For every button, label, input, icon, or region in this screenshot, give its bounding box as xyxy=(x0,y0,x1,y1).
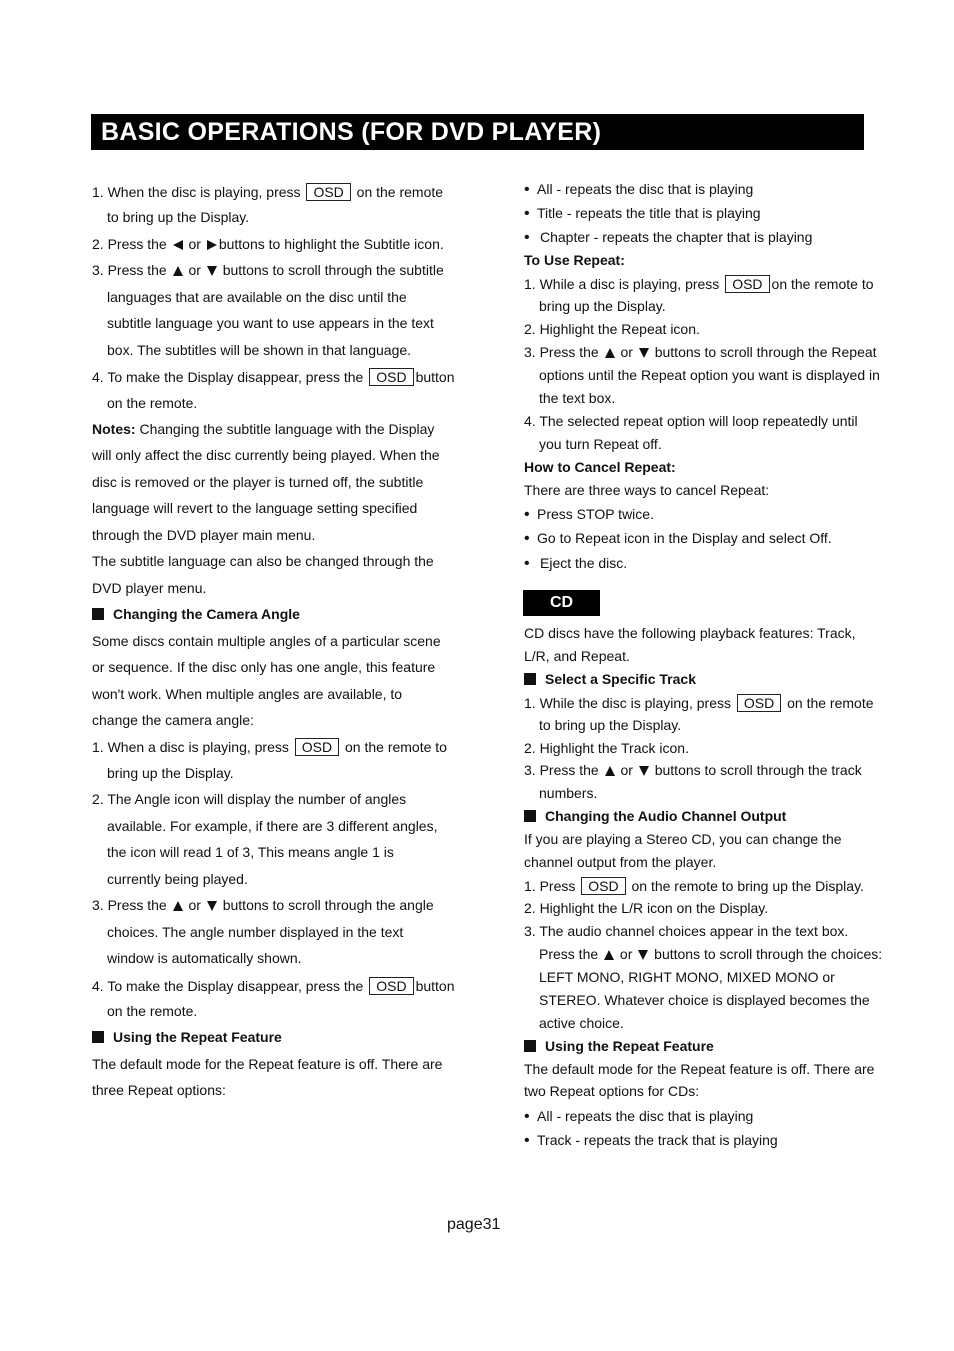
bullet-item: • All - repeats the disc that is playing xyxy=(524,1108,754,1125)
text-line: disc is removed or the player is turned off, the subtitle xyxy=(92,474,424,490)
text-line: channel output from the player. xyxy=(524,854,717,870)
text-line: numbers. xyxy=(539,785,598,801)
text-line: subtitle language you want to use appears in the text xyxy=(107,315,434,331)
bullet-item: • Track - repeats the track that is playing xyxy=(524,1132,778,1149)
subheading-audio-channel: Changing the Audio Channel Output xyxy=(524,808,786,824)
subheading-repeat-feature: Using the Repeat Feature xyxy=(92,1029,282,1045)
text-line: 2. Highlight the Repeat icon. xyxy=(524,321,700,337)
text-line: If you are playing a Stereo CD, you can change the xyxy=(524,831,842,847)
text-line: 2. Highlight the Track icon. xyxy=(524,740,689,756)
text-line: LEFT MONO, RIGHT MONO, MIXED MONO or xyxy=(539,969,835,985)
text-line: the text box. xyxy=(539,390,616,406)
text-line: options until the Repeat option you want is displayed in xyxy=(539,367,880,383)
bullet-item: • Press STOP twice. xyxy=(524,506,654,523)
text-line: box. The subtitles will be shown in that language. xyxy=(107,342,412,358)
text-line: 1. While a disc is playing, press OSD on the remote to xyxy=(524,276,874,292)
up-arrow-icon xyxy=(604,950,614,960)
subheading-cancel-repeat: How to Cancel Repeat: xyxy=(524,459,676,475)
down-arrow-icon xyxy=(638,950,648,960)
subheading-use-repeat: To Use Repeat: xyxy=(524,252,625,268)
text-line: L/R, and Repeat. xyxy=(524,648,630,664)
osd-button-label: OSD xyxy=(306,183,350,201)
text-line: you turn Repeat off. xyxy=(539,436,662,452)
text-line: change the camera angle: xyxy=(92,712,254,728)
text-line: currently being played. xyxy=(107,871,248,887)
square-bullet-icon xyxy=(524,810,536,822)
text-line: three Repeat options: xyxy=(92,1082,226,1098)
text-line: 1. Press OSD on the remote to bring up the Display. xyxy=(524,878,864,894)
text-line: bring up the Display. xyxy=(107,765,234,781)
right-arrow-icon xyxy=(207,240,217,250)
square-bullet-icon xyxy=(92,1031,104,1043)
text-line: languages that are available on the disc until the xyxy=(107,289,407,305)
down-arrow-icon xyxy=(207,266,217,276)
bullet-icon: • xyxy=(524,1108,530,1125)
square-bullet-icon xyxy=(92,608,104,620)
square-bullet-icon xyxy=(524,673,536,685)
text-line: CD discs have the following playback features: Track, xyxy=(524,625,856,641)
text-line: 1. When a disc is playing, press OSD on the remote to xyxy=(92,739,447,755)
osd-button-label: OSD xyxy=(581,877,625,895)
bullet-icon: • xyxy=(524,530,530,547)
text-line: the icon will read 1 of 3, This means angle 1 is xyxy=(107,844,394,860)
bullet-item: • Eject the disc. xyxy=(524,555,628,572)
text-line: window is automatically shown. xyxy=(107,950,302,966)
text-line: STEREO. Whatever choice is displayed becomes the xyxy=(539,992,870,1008)
text-line: 3. Press the or buttons to scroll through the subtitle xyxy=(92,262,444,278)
text-line: to bring up the Display. xyxy=(539,717,682,733)
text-line: language will revert to the language setting specified xyxy=(92,500,418,516)
up-arrow-icon xyxy=(605,348,615,358)
down-arrow-icon xyxy=(639,348,649,358)
up-arrow-icon xyxy=(605,766,615,776)
text-line: choices. The angle number displayed in the text xyxy=(107,924,404,940)
osd-button-label: OSD xyxy=(295,738,339,756)
text-line: 1. When the disc is playing, press OSD on the remote xyxy=(92,184,444,200)
text-line: 2. Press the or buttons to highlight the Subtitle icon. xyxy=(92,236,444,252)
text-line: The default mode for the Repeat feature is off. There are xyxy=(524,1061,875,1077)
bullet-item: • Chapter - repeats the chapter that is playing xyxy=(524,229,813,246)
section-header xyxy=(91,114,864,150)
text-line: 3. Press the or buttons to scroll through the track xyxy=(524,762,862,778)
text-line: 3. Press the or buttons to scroll through the angle xyxy=(92,897,434,913)
down-arrow-icon xyxy=(207,901,217,911)
osd-button-label: OSD xyxy=(369,368,413,386)
bullet-icon: • xyxy=(524,229,530,246)
osd-button-label: OSD xyxy=(737,694,781,712)
subheading-select-track: Select a Specific Track xyxy=(524,671,696,687)
text-line: two Repeat options for CDs: xyxy=(524,1083,700,1099)
page-number: page31 xyxy=(447,1216,501,1233)
text-line: to bring up the Display. xyxy=(107,209,250,225)
text-line: or sequence. If the disc only has one angle, this feature xyxy=(92,659,436,675)
text-line: 4. To make the Display disappear, press the OSD button xyxy=(92,978,455,994)
bullet-item: • Title - repeats the title that is playing xyxy=(524,205,761,222)
osd-button-label: OSD xyxy=(725,275,769,293)
text-line: 3. The audio channel choices appear in the text box. xyxy=(524,923,849,939)
text-line: through the DVD player main menu. xyxy=(92,527,316,543)
text-line: bring up the Display. xyxy=(539,298,666,314)
up-arrow-icon xyxy=(173,266,183,276)
text-line: on the remote. xyxy=(107,1003,198,1019)
down-arrow-icon xyxy=(639,766,649,776)
text-line: Notes: Changing the subtitle language with the Display xyxy=(92,421,435,437)
text-line: Press the or buttons to scroll through the choices: xyxy=(539,946,883,962)
text-line: 4. To make the Display disappear, press the OSD button xyxy=(92,369,455,385)
text-line: active choice. xyxy=(539,1015,624,1031)
text-line: won't work. When multiple angles are available, to xyxy=(92,686,403,702)
text-line: 2. Highlight the L/R icon on the Display. xyxy=(524,900,769,916)
section-title: BASIC OPERATIONS (FOR DVD PLAYER) xyxy=(101,118,602,146)
text-line: 3. Press the or buttons to scroll through the Repeat xyxy=(524,344,877,360)
up-arrow-icon xyxy=(173,901,183,911)
square-bullet-icon xyxy=(524,1040,536,1052)
bullet-item: • Go to Repeat icon in the Display and select Off. xyxy=(524,530,832,547)
text-line: There are three ways to cancel Repeat: xyxy=(524,482,770,498)
text-line: DVD player menu. xyxy=(92,580,207,596)
subheading-cd-repeat-feature: Using the Repeat Feature xyxy=(524,1038,714,1054)
text-line: The subtitle language can also be changed through the xyxy=(92,553,434,569)
left-arrow-icon xyxy=(173,240,183,250)
text-line: The default mode for the Repeat feature is off. There are xyxy=(92,1056,443,1072)
subheading-camera-angle: Changing the Camera Angle xyxy=(92,606,300,622)
text-line: will only affect the disc currently being played. When the xyxy=(92,447,440,463)
bullet-icon: • xyxy=(524,506,530,523)
text-line: available. For example, if there are 3 different angles, xyxy=(107,818,438,834)
bullet-icon: • xyxy=(524,1132,530,1149)
text-line: 2. The Angle icon will display the number of angles xyxy=(92,791,407,807)
text-line: 4. The selected repeat option will loop repeatedly until xyxy=(524,413,858,429)
text-line: Some discs contain multiple angles of a particular scene xyxy=(92,633,441,649)
text-line: on the remote. xyxy=(107,395,198,411)
bullet-icon: • xyxy=(524,181,530,198)
bullet-icon: • xyxy=(524,555,530,572)
bullet-icon: • xyxy=(524,205,530,222)
bullet-item: • All - repeats the disc that is playing xyxy=(524,181,754,198)
osd-button-label: OSD xyxy=(369,977,413,995)
text-line: 1. While the disc is playing, press OSD on the remote xyxy=(524,695,874,711)
cd-section-label: CD xyxy=(523,590,600,616)
